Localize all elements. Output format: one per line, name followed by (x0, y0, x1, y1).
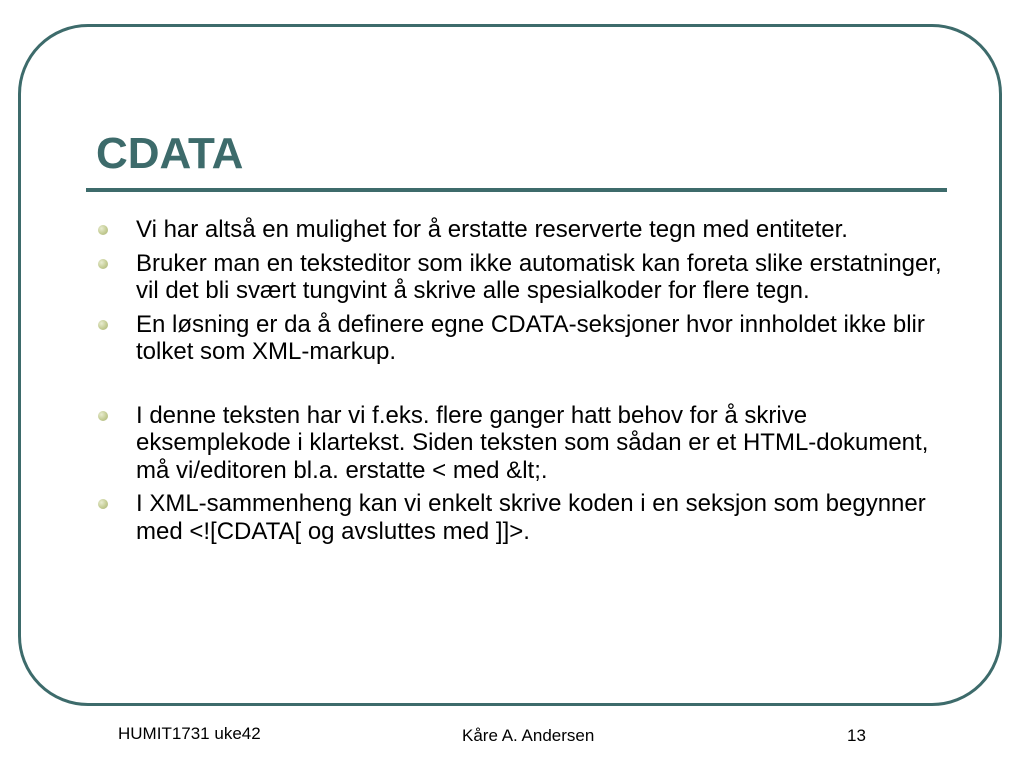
bullet-item (98, 216, 948, 244)
bullet-item (98, 490, 948, 545)
title-underline (86, 188, 947, 192)
bullet-item (98, 402, 948, 485)
bullet-text: Bruker man en teksteditor som ikke automatisk kan foreta slike erstatninger, vil det bli svært tungvint å skrive alle spesialkoder for flere tegn. (136, 249, 942, 304)
footer-page-number: 13 (847, 726, 866, 745)
bullet-dot-icon (98, 411, 108, 421)
bullet-dot-icon (98, 259, 108, 269)
bullet-text: I XML-sammenheng kan vi enkelt skrive koden i en seksjon som begynner med <![CDATA[ og avsluttes med ]]>. (136, 490, 926, 545)
footer-course-code: HUMIT1731 uke42 (118, 724, 261, 743)
slide-title: CDATA (96, 129, 244, 178)
bullet-item (98, 311, 948, 366)
bullet-item (98, 250, 948, 305)
bullet-dot-icon (98, 225, 108, 235)
bullet-text: I denne teksten har vi f.eks. flere ganger hatt behov for å skrive eksemplekode i klartekst. Siden teksten som sådan er et HTML-dokument, må vi/editoren bl.a. erstatte < med &lt;. (136, 401, 929, 484)
bullet-dot-icon (98, 499, 108, 509)
footer-author: Kåre A. Andersen (462, 726, 595, 745)
bullet-text: En løsning er da å definere egne CDATA-seksjoner hvor innholdet ikke blir tolket som XML-markup. (136, 310, 925, 365)
bullet-list (98, 216, 948, 551)
bullet-dot-icon (98, 320, 108, 330)
bullet-text: Vi har altså en mulighet for å erstatte reserverte tegn med entiteter. (136, 216, 848, 243)
